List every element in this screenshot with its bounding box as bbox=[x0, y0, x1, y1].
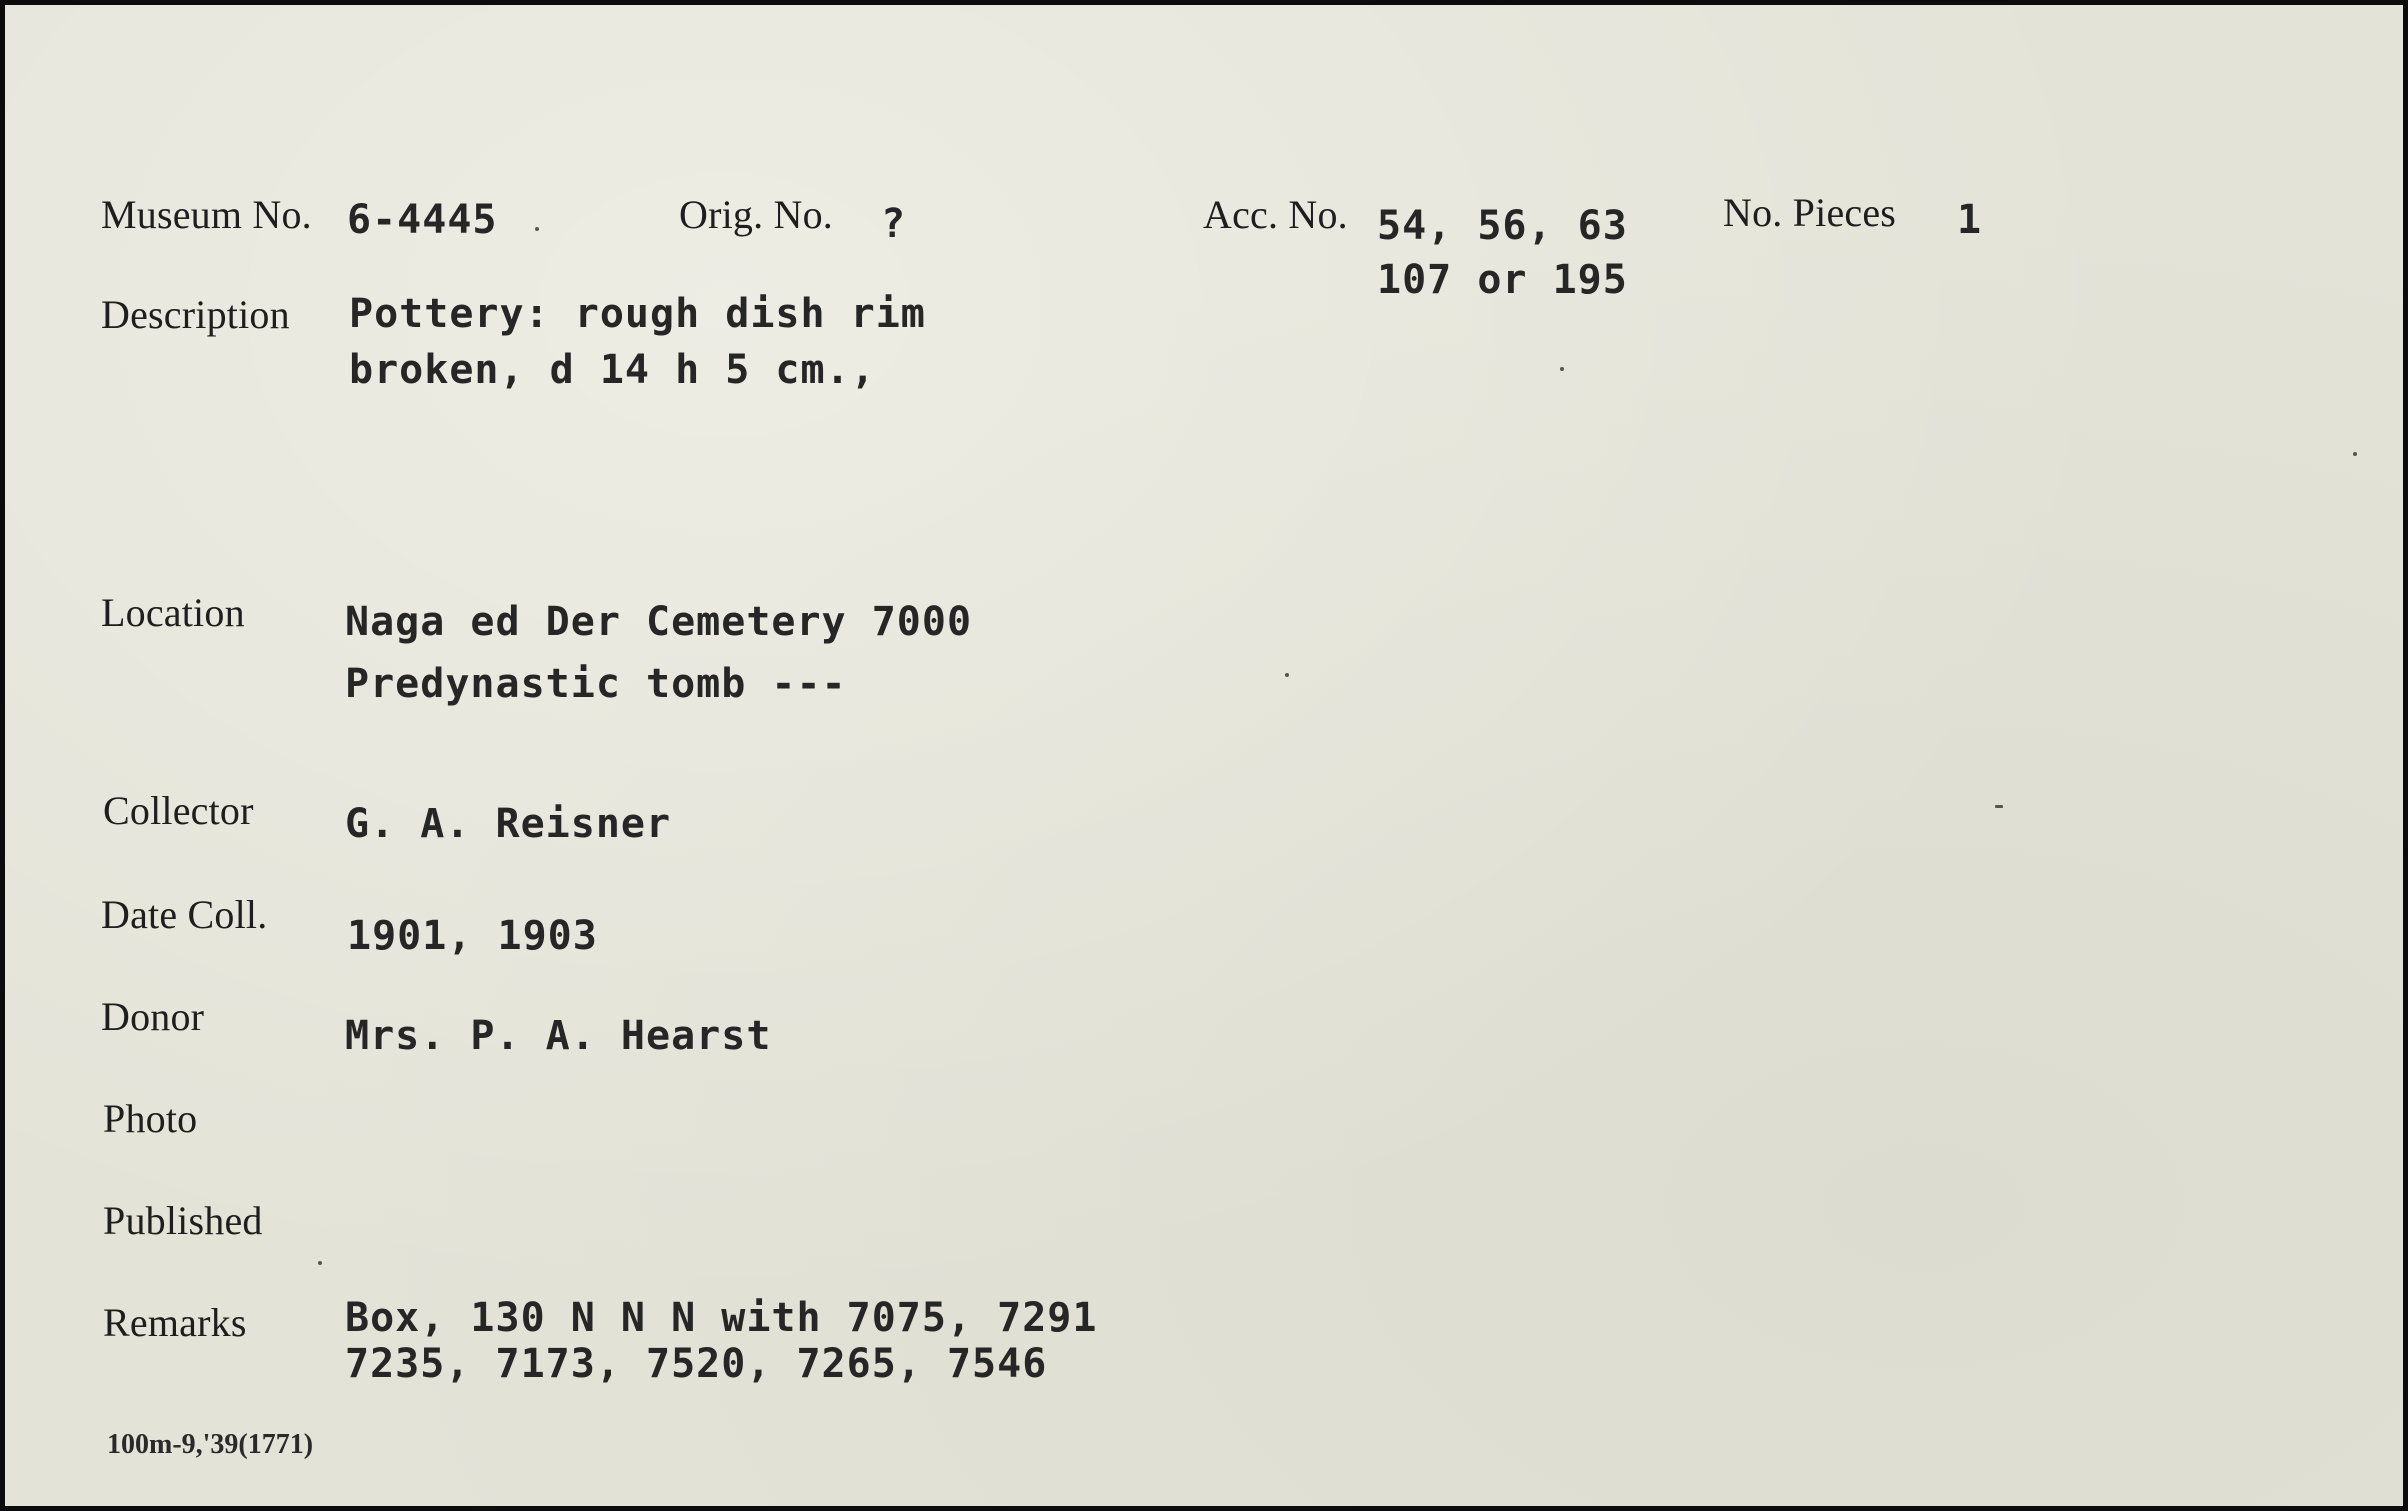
date-coll-label: Date Coll. bbox=[101, 892, 268, 937]
acc-no-label: Acc. No. bbox=[1203, 192, 1348, 237]
location-value-line1: Naga ed Der Cemetery 7000 bbox=[345, 599, 973, 645]
collector-label: Collector bbox=[103, 788, 254, 833]
speck-mark bbox=[2353, 452, 2357, 456]
description-value-line1: Pottery: rough dish rim bbox=[349, 291, 926, 337]
speck-mark bbox=[1560, 367, 1564, 371]
description-label: Description bbox=[101, 292, 290, 337]
speck-mark bbox=[1285, 673, 1289, 677]
orig-no-value: ? bbox=[881, 201, 907, 247]
remarks-value-line2: 7235, 7173, 7520, 7265, 7546 bbox=[345, 1341, 1048, 1387]
photo-label: Photo bbox=[103, 1096, 198, 1141]
description-value-line2: broken, d 14 h 5 cm., bbox=[349, 347, 876, 393]
location-label: Location bbox=[101, 590, 245, 635]
museum-no-label: Museum No. bbox=[101, 192, 312, 237]
acc-no-value-line2: 107 or 195 bbox=[1377, 257, 1628, 303]
orig-no-label: Orig. No. bbox=[679, 192, 834, 237]
catalog-card bbox=[5, 5, 2403, 1506]
location-value-line2: Predynastic tomb --- bbox=[345, 661, 847, 707]
published-label: Published bbox=[103, 1198, 263, 1243]
museum-no-value: 6-4445 bbox=[347, 197, 498, 243]
print-code: 100m-9,'39(1771) bbox=[107, 1429, 314, 1460]
remarks-label: Remarks bbox=[103, 1300, 247, 1345]
date-coll-value: 1901, 1903 bbox=[347, 913, 598, 959]
donor-value: Mrs. P. A. Hearst bbox=[345, 1013, 772, 1059]
speck-mark bbox=[535, 227, 539, 231]
speck-mark bbox=[1995, 805, 2003, 808]
no-pieces-value: 1 bbox=[1957, 197, 1983, 243]
remarks-value-line1: Box, 130 N N N with 7075, 7291 bbox=[345, 1295, 1098, 1341]
no-pieces-label: No. Pieces bbox=[1723, 190, 1897, 235]
donor-label: Donor bbox=[101, 994, 205, 1039]
speck-mark bbox=[318, 1261, 322, 1265]
acc-no-value-line1: 54, 56, 63 bbox=[1377, 203, 1628, 249]
collector-value: G. A. Reisner bbox=[345, 801, 672, 847]
